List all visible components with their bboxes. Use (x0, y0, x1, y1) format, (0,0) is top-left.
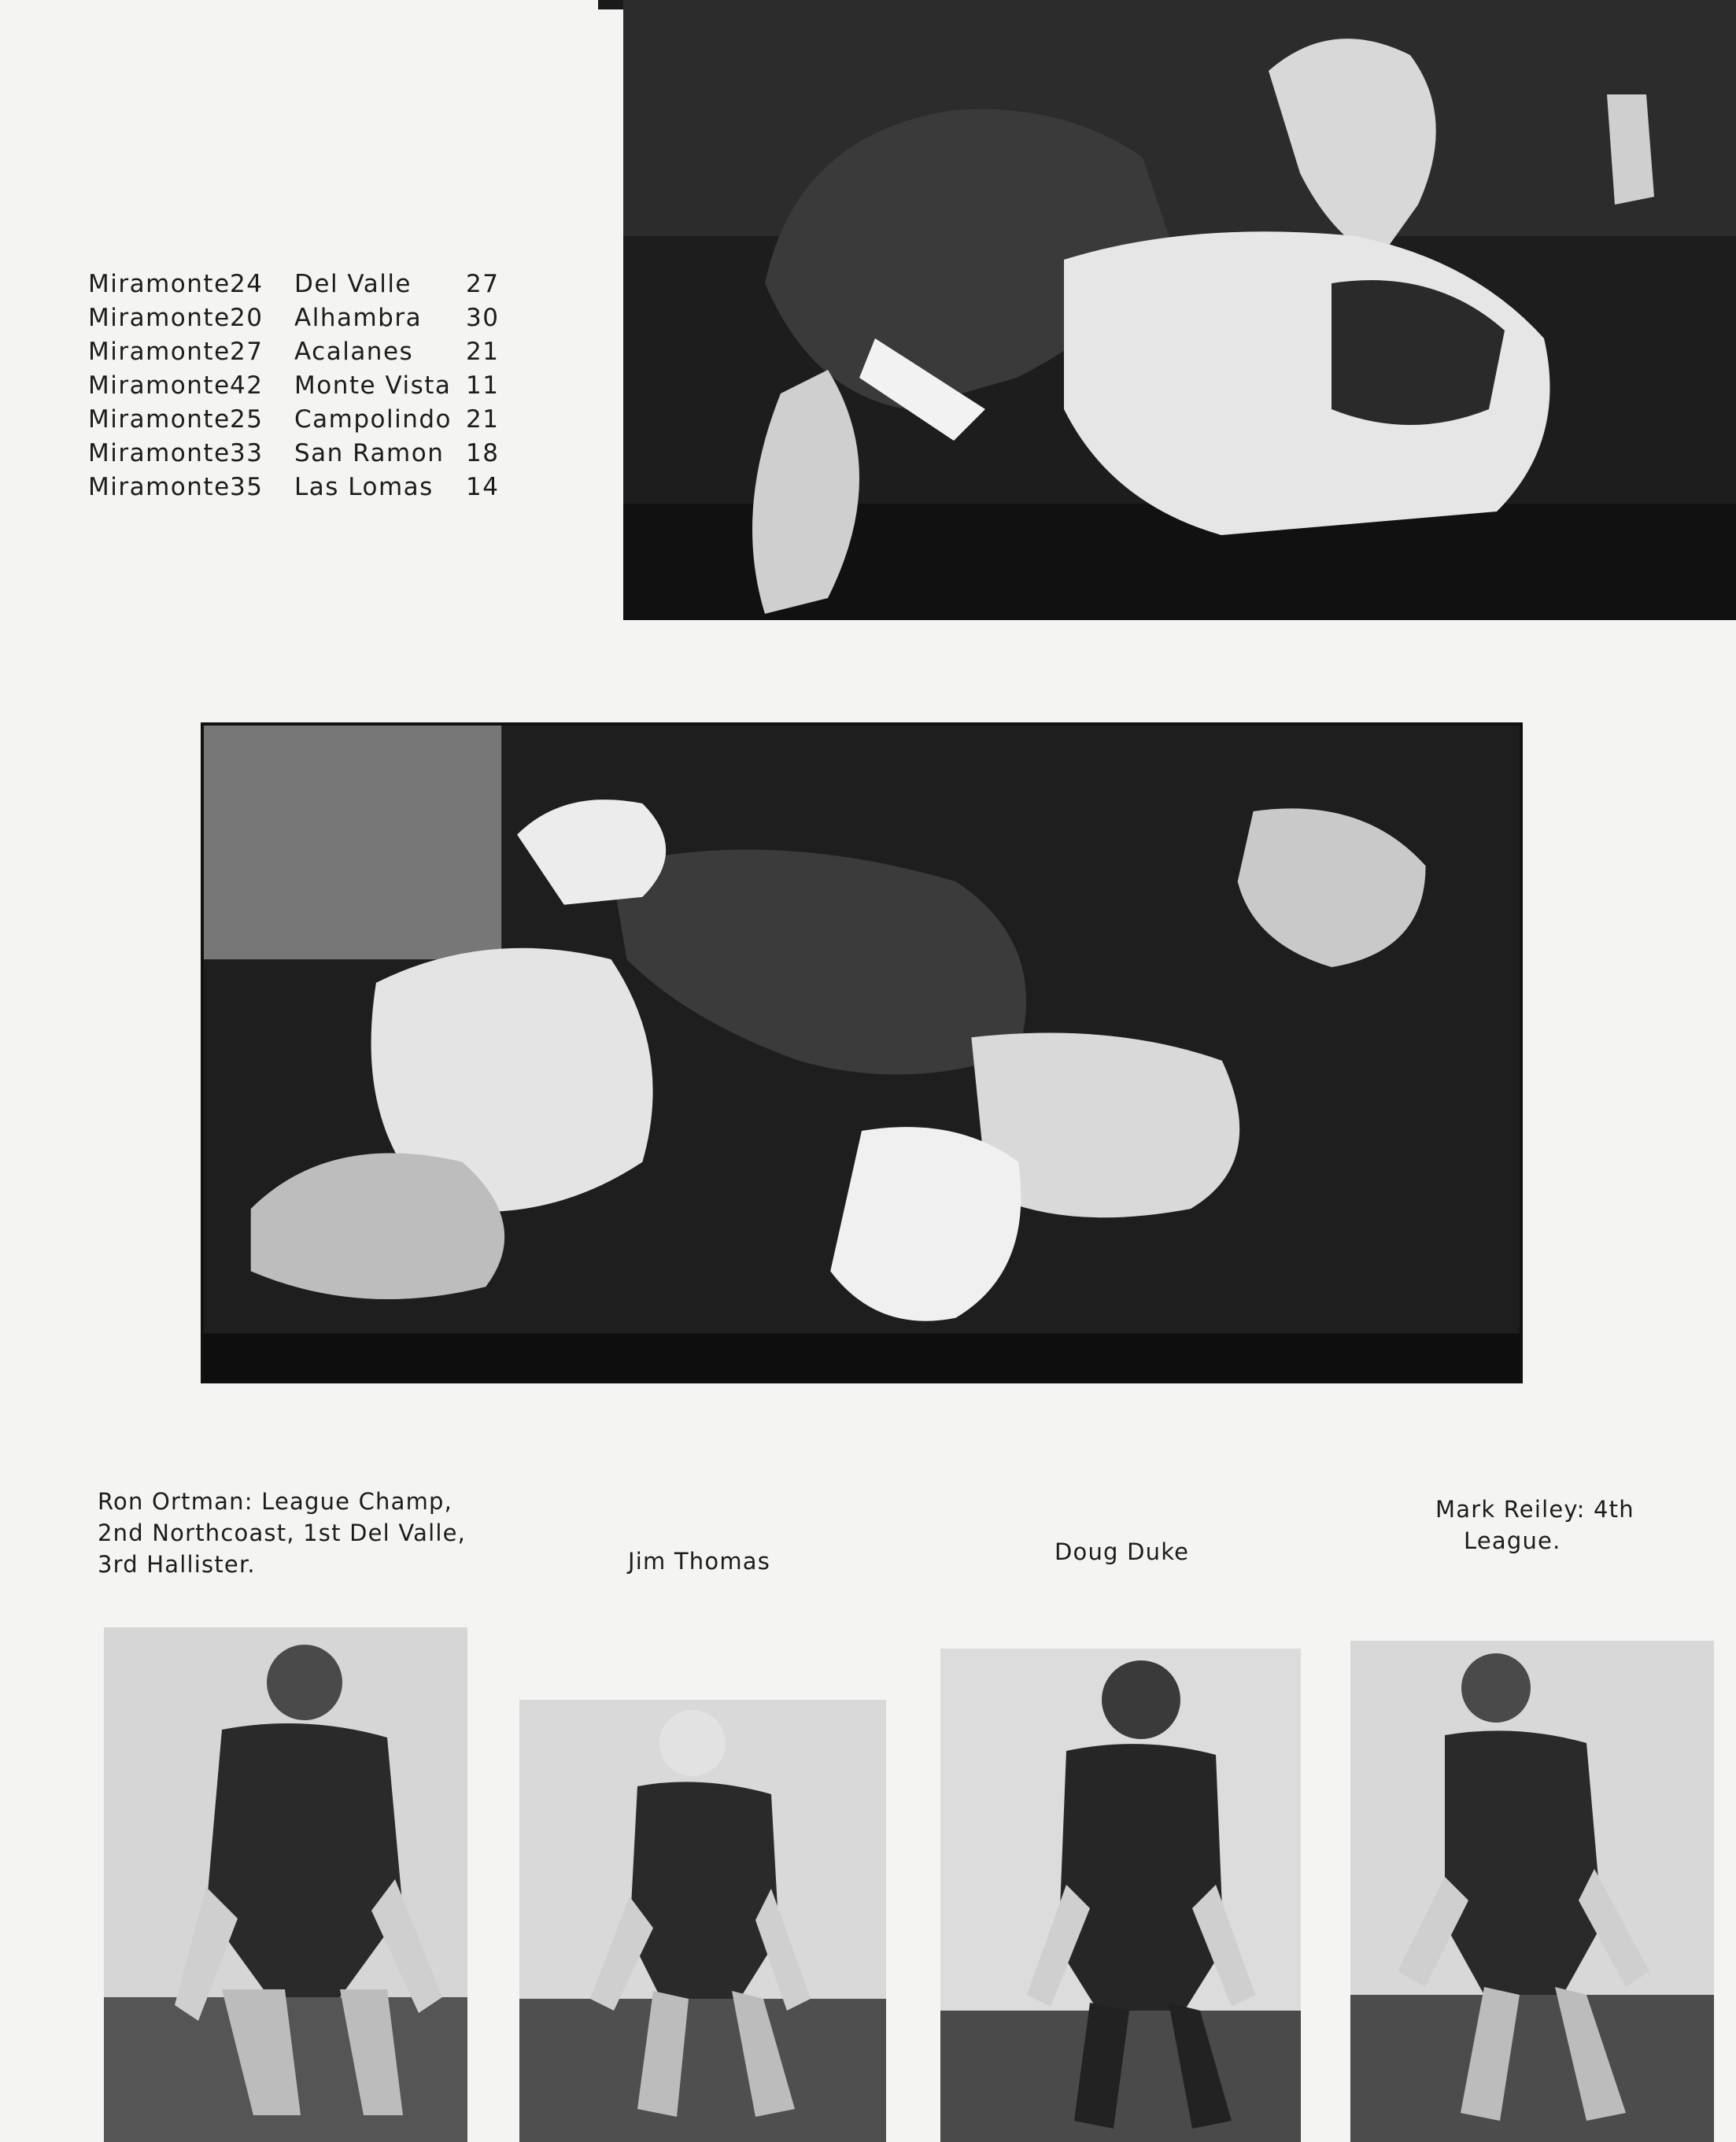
caption-line: Mark Reiley: 4th (1435, 1496, 1634, 1523)
team-score: 42 (230, 371, 264, 400)
opponent-score: 14 (466, 473, 500, 501)
team-score: 33 (230, 439, 264, 467)
opponent-name: Acalanes (294, 338, 414, 366)
team-name: Miramonte (88, 270, 231, 298)
score-row (88, 471, 513, 504)
team-name: Miramonte (88, 473, 231, 501)
wrestler-portrait-ortman (104, 1627, 467, 2142)
opponent-name: San Ramon (294, 439, 445, 467)
opponent-name: Del Valle (294, 270, 412, 298)
season-scores-table (88, 268, 513, 504)
score-row (88, 403, 513, 437)
team-name: Miramonte (88, 439, 231, 467)
caption-line: Jim Thomas (628, 1548, 771, 1575)
score-row (88, 301, 513, 335)
caption-doug-duke (1055, 1536, 1189, 1568)
score-row (88, 437, 513, 471)
team-score: 24 (230, 270, 264, 298)
team-name: Miramonte (88, 338, 231, 366)
team-name: Miramonte (88, 304, 231, 332)
caption-line: 3rd Hallister. (98, 1551, 256, 1578)
opponent-score: 11 (466, 371, 500, 400)
wrestler-portrait-illustration (104, 1627, 467, 2142)
wrestler-portrait-thomas (519, 1700, 886, 2142)
opponent-score: 27 (466, 270, 500, 298)
wrestler-portrait-duke (940, 1649, 1301, 2142)
wrestling-pin-illustration (204, 726, 1520, 1380)
wrestler-portrait-illustration (1350, 1641, 1714, 2142)
opponent-name: Campolindo (294, 405, 452, 434)
wrestler-portrait-illustration (940, 1649, 1301, 2142)
team-score: 20 (230, 304, 264, 332)
opponent-name: Alhambra (294, 304, 423, 332)
wrestling-match-photo (623, 0, 1736, 620)
opponent-name: Monte Vista (294, 371, 452, 400)
caption-line: League. (1464, 1527, 1561, 1554)
score-row (88, 369, 513, 403)
opponent-score: 21 (466, 405, 500, 434)
team-name: Miramonte (88, 405, 231, 434)
caption-line: 2nd Northcoast, 1st Del Valle, (98, 1520, 467, 1546)
team-score: 25 (230, 405, 264, 434)
score-row (88, 335, 513, 369)
score-row (88, 268, 513, 301)
wrestling-pin-photo (201, 722, 1523, 1383)
opponent-score: 18 (466, 439, 500, 467)
caption-ron-ortman (98, 1486, 466, 1580)
caption-line: Ron Ortman: League Champ, (98, 1488, 453, 1515)
opponent-score: 30 (466, 304, 500, 332)
wrestling-match-illustration (623, 0, 1736, 620)
team-score: 35 (230, 473, 264, 501)
wrestler-portrait-illustration (519, 1700, 886, 2142)
caption-mark-reiley (1435, 1494, 1634, 1557)
wrestler-portrait-reiley (1350, 1641, 1714, 2142)
opponent-name: Las Lomas (294, 473, 434, 501)
team-name: Miramonte (88, 371, 231, 400)
opponent-score: 21 (466, 338, 500, 366)
caption-line: Doug Duke (1055, 1538, 1190, 1565)
team-score: 27 (230, 338, 264, 366)
caption-jim-thomas (628, 1546, 770, 1577)
